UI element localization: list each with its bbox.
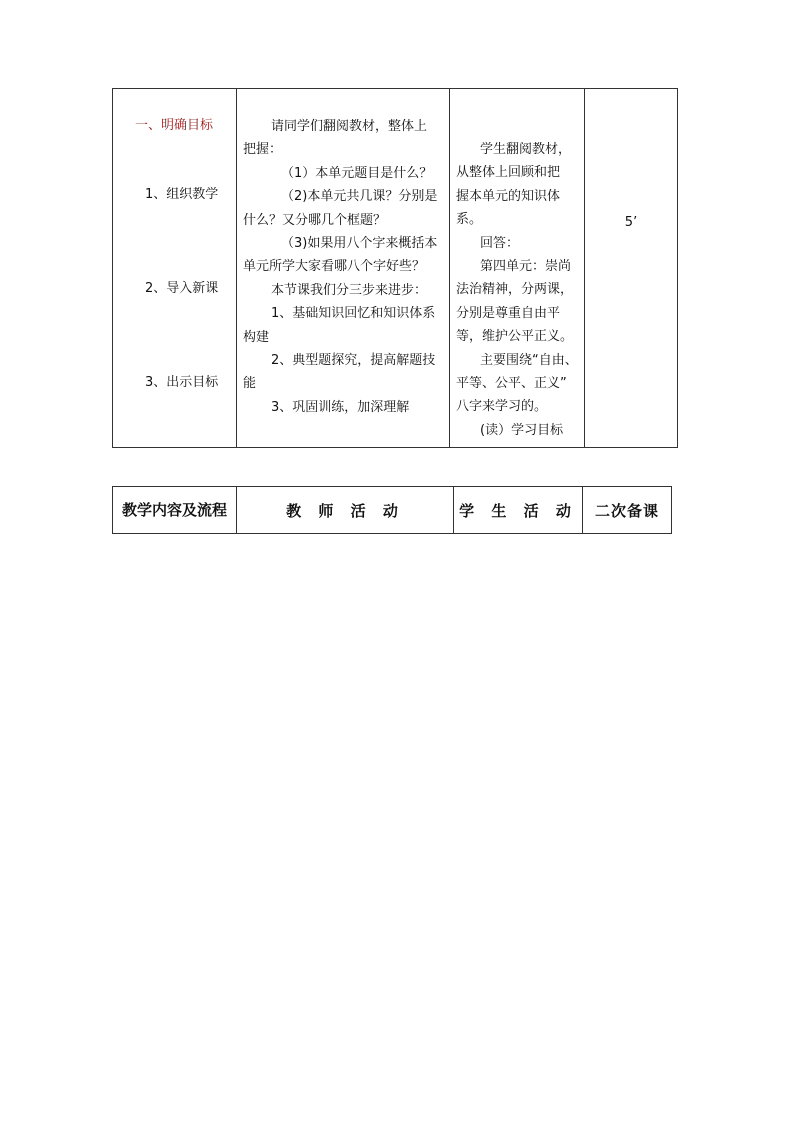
- lesson-plan-table: [112, 88, 678, 448]
- student-line: 系。: [456, 212, 483, 228]
- time-value: 5’: [624, 215, 638, 230]
- teacher-line: 本节课我们分三步来进步：: [271, 282, 428, 298]
- teacher-line: 什么？又分哪几个框题？: [243, 212, 387, 228]
- student-line: 握本单元的知识体: [456, 188, 561, 204]
- student-line: 主要围绕“自由、: [480, 352, 578, 368]
- teacher-line: 1、基础知识回忆和知识体系: [271, 306, 436, 322]
- teacher-line: （1）本单元题目是什么？: [281, 165, 433, 181]
- student-line: 八字来学习的。: [456, 399, 548, 415]
- header-second-prep: 二次备课: [583, 487, 672, 534]
- section-title: 一、明确目标: [135, 118, 214, 133]
- student-line: 等，维护公平正义。: [456, 329, 574, 345]
- header-content-process: 教学内容及流程: [113, 487, 237, 534]
- teacher-line: （3)如果用八个字来概括本: [281, 236, 438, 252]
- teacher-line: 请同学们翻阅教材，整体上: [271, 119, 428, 134]
- student-line: 学生翻阅教材，: [480, 142, 572, 157]
- teacher-activity-cell: [237, 89, 450, 448]
- student-line: 分别是尊重自由平: [456, 305, 561, 321]
- student-line: 回答：: [480, 235, 520, 251]
- teacher-line: 2、典型题探究，提高解题技: [271, 353, 436, 369]
- student-line: 从整体上回顾和把: [456, 165, 561, 181]
- teacher-line: 3、巩固训练，加深理解: [271, 399, 410, 415]
- student-line: (读）学习目标: [480, 422, 564, 438]
- student-line: 平等、公平、正义”: [456, 376, 567, 392]
- step-objectives: 3、出示目标: [145, 375, 219, 391]
- process-cell: [113, 89, 237, 448]
- teacher-line: 单元所学大家看哪八个字好些？: [243, 259, 426, 275]
- header-teacher-activity: 教 师 活 动: [237, 487, 454, 534]
- step-introduce: 2、导入新课: [145, 280, 219, 296]
- time-cell: [585, 89, 678, 448]
- teacher-line: 把握：: [243, 142, 283, 158]
- student-activity-cell: [450, 89, 585, 448]
- header-row: [113, 487, 672, 534]
- student-line: 第四单元：崇尚: [480, 259, 572, 275]
- student-line: 法治精神，分两课，: [456, 282, 574, 298]
- teacher-line: 构建: [243, 329, 270, 345]
- step-organize: 1、组织教学: [145, 187, 219, 203]
- table-row: [113, 89, 678, 448]
- teacher-line: 能: [243, 376, 257, 392]
- teacher-line: （2)本单元共几课？分别是: [281, 189, 438, 205]
- header-student-activity: 学 生 活 动: [454, 487, 583, 534]
- header-table: [112, 486, 672, 534]
